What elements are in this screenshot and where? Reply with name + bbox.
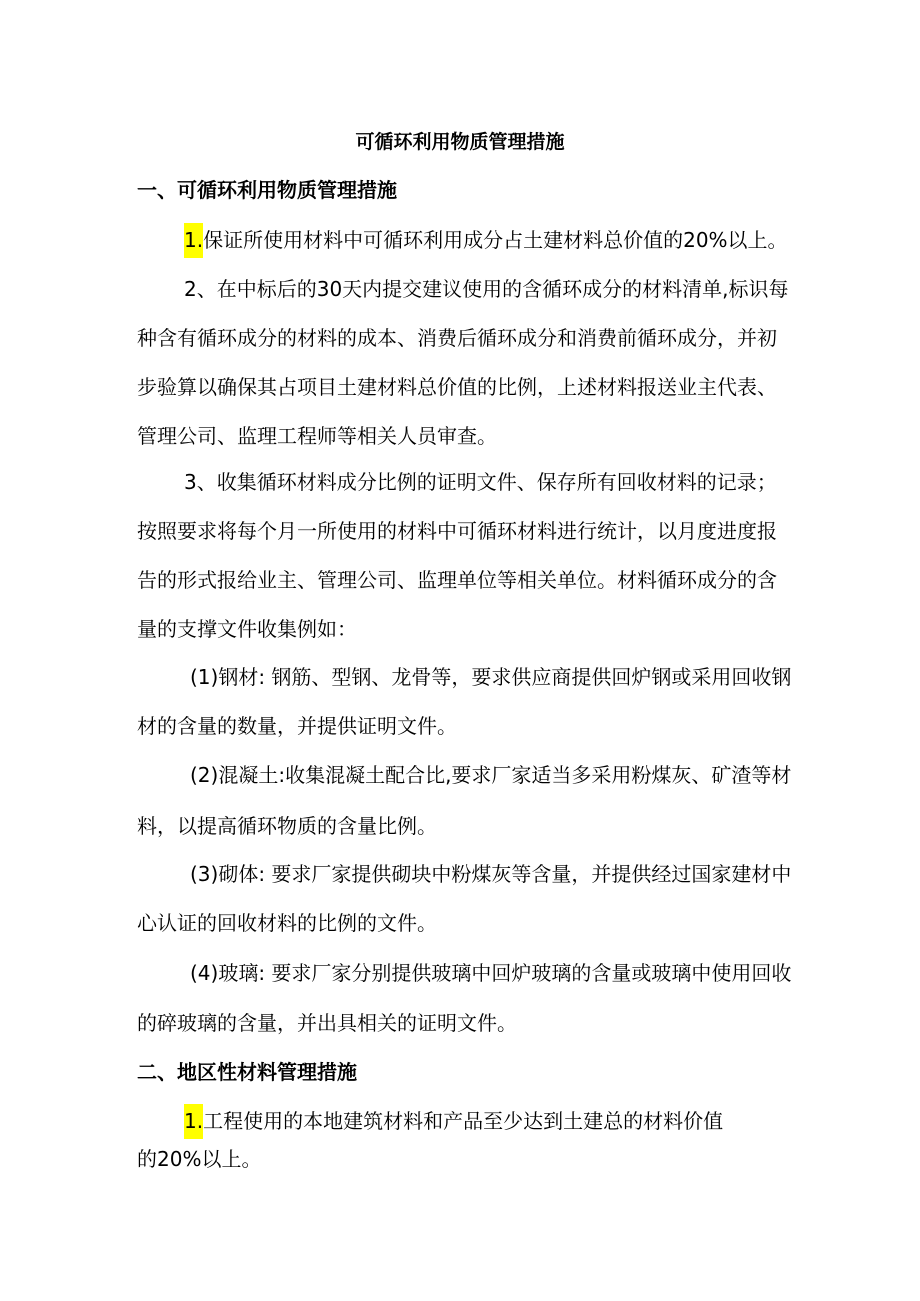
section-1-heading: 一、可循环利用物质管理措施 <box>137 178 397 202</box>
sub-item-steel-line-2: 材的含量的数量，并提供证明文件。 <box>137 714 457 738</box>
item-text: 工程使用的本地建筑材料和产品至少达到土建总的材料价值 <box>203 1109 724 1133</box>
sub-item-masonry-line-2: 心认证的回收材料的比例的文件。 <box>137 911 437 935</box>
sub-item-glass-line-2: 的碎玻璃的含量，并出具相关的证明文件。 <box>137 1011 517 1035</box>
section-1-item-3-line-3: 告的形式报给业主、管理公司、监理单位等相关单位。材料循环成分的含 <box>137 568 777 592</box>
section-2-heading: 二、地区性材料管理措施 <box>137 1060 357 1084</box>
section-1-item-2-line-3: 步验算以确保其占项目土建材料总价值的比例，上述材料报送业主代表、 <box>137 375 777 399</box>
sub-item-glass-line-1: (4)玻璃: 要求厂家分别提供玻璃中回炉玻璃的含量或玻璃中使用回收 <box>190 961 792 985</box>
section-1-item-3-line-2: 按照要求将每个月一所使用的材料中可循环材料进行统计，以月度进度报 <box>137 519 777 543</box>
section-1-item-2-line-4: 管理公司、监理工程师等相关人员审查。 <box>137 424 497 448</box>
sub-item-concrete-line-1: (2)混凝土:收集混凝土配合比,要求厂家适当多采用粉煤灰、矿渣等材 <box>190 763 792 787</box>
sub-item-steel-line-1: (1)钢材: 钢筋、型钢、龙骨等，要求供应商提供回炉钢或采用回收钢 <box>190 665 792 689</box>
section-1-item-2-line-2: 种含有循环成分的材料的成本、消费后循环成分和消费前循环成分，并初 <box>137 326 777 350</box>
item-text: 保证所使用材料中可循环利用成分占土建材料总价值的20%以上。 <box>203 228 788 252</box>
sub-item-concrete-line-2: 料，以提高循环物质的含量比例。 <box>137 814 437 838</box>
sub-item-masonry-line-1: (3)砌体: 要求厂家提供砌块中粉煤灰等含量，并提供经过国家建材中 <box>190 862 792 886</box>
section-2-item-1-line-2: 的20%以上。 <box>137 1147 262 1171</box>
section-1-item-3-line-1: 3、收集循环材料成分比例的证明文件、保存所有回收材料的记录； <box>184 470 777 494</box>
highlighted-number: 1. <box>184 1104 203 1139</box>
section-1-item-3-line-4: 量的支撑文件收集例如： <box>137 617 357 641</box>
document-title: 可循环利用物质管理措施 <box>355 131 565 153</box>
section-1-item-2-line-1: 2、在中标后的30天内提交建议使用的含循环成分的材料清单,标识每 <box>184 277 789 301</box>
section-1-item-1 <box>184 225 788 255</box>
highlighted-number: 1. <box>184 223 203 258</box>
section-2-item-1-line-1 <box>184 1106 723 1136</box>
